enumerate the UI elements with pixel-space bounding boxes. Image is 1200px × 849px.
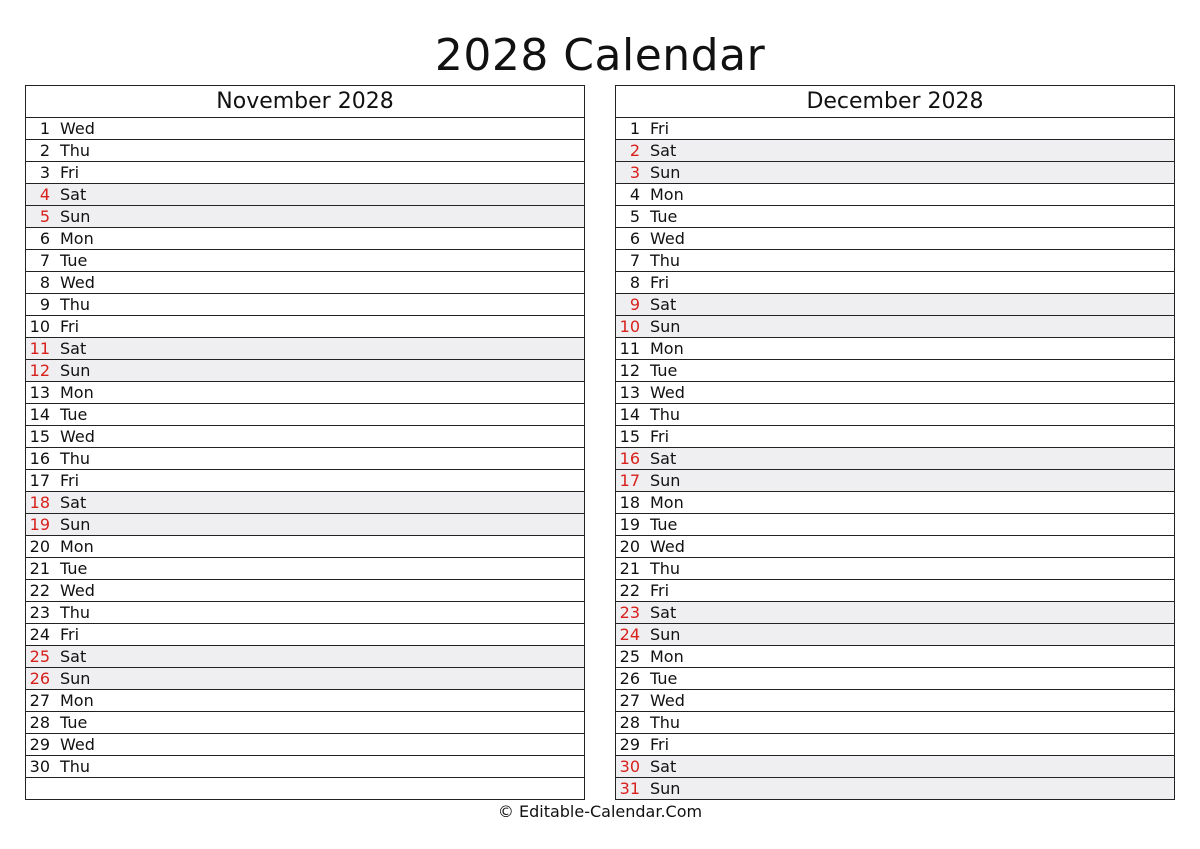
day-number: 8 xyxy=(629,273,640,292)
day-number: 20 xyxy=(29,537,50,556)
weekday-name: Fri xyxy=(60,163,80,182)
day-number: 17 xyxy=(619,471,640,490)
day-row xyxy=(26,250,584,272)
day-number: 8 xyxy=(39,273,50,292)
day-row xyxy=(616,668,1174,690)
weekday-name: Mon xyxy=(60,691,94,710)
month-table-december xyxy=(615,85,1175,800)
day-row xyxy=(616,778,1174,799)
day-number: 4 xyxy=(629,185,640,204)
weekday-name: Tue xyxy=(60,559,88,578)
day-number: 14 xyxy=(619,405,640,424)
day-number: 2 xyxy=(629,141,640,160)
day-row xyxy=(616,228,1174,250)
day-number: 24 xyxy=(619,625,640,644)
weekday-name: Wed xyxy=(650,537,685,556)
day-number: 31 xyxy=(619,779,640,798)
day-number: 27 xyxy=(619,691,640,710)
day-number: 3 xyxy=(629,163,640,182)
weekday-name: Fri xyxy=(60,471,80,490)
day-number: 5 xyxy=(39,207,50,226)
day-number: 23 xyxy=(619,603,640,622)
day-row xyxy=(616,514,1174,536)
weekday-name: Wed xyxy=(60,119,95,138)
day-row xyxy=(26,580,584,602)
day-row xyxy=(26,514,584,536)
day-number: 21 xyxy=(619,559,640,578)
day-row xyxy=(26,140,584,162)
day-row xyxy=(616,272,1174,294)
day-row xyxy=(26,536,584,558)
day-row xyxy=(26,118,584,140)
weekday-name: Thu xyxy=(60,141,91,160)
day-number: 4 xyxy=(39,185,50,204)
day-number: 17 xyxy=(29,471,50,490)
day-row xyxy=(26,338,584,360)
day-row xyxy=(616,734,1174,756)
weekday-name: Thu xyxy=(60,449,91,468)
day-row xyxy=(26,316,584,338)
day-number: 16 xyxy=(619,449,640,468)
day-number: 9 xyxy=(629,295,640,314)
day-number: 13 xyxy=(29,383,50,402)
day-rows xyxy=(616,118,1174,799)
day-row xyxy=(26,492,584,514)
weekday-name: Mon xyxy=(650,647,684,666)
day-number: 1 xyxy=(39,119,50,138)
weekday-name: Sat xyxy=(650,141,677,160)
weekday-name: Sun xyxy=(60,207,91,226)
weekday-name: Mon xyxy=(650,339,684,358)
weekday-name: Fri xyxy=(650,119,670,138)
day-row xyxy=(616,470,1174,492)
weekday-name: Sun xyxy=(60,361,91,380)
weekday-name: Sun xyxy=(60,669,91,688)
day-number: 22 xyxy=(619,581,640,600)
day-number: 11 xyxy=(619,339,640,358)
weekday-name: Tue xyxy=(60,713,88,732)
day-number: 24 xyxy=(29,625,50,644)
day-number: 21 xyxy=(29,559,50,578)
day-row xyxy=(26,382,584,404)
day-number: 28 xyxy=(29,713,50,732)
day-row xyxy=(26,206,584,228)
day-number: 10 xyxy=(619,317,640,336)
day-row xyxy=(616,624,1174,646)
weekday-name: Mon xyxy=(60,537,94,556)
weekday-name: Sat xyxy=(60,339,87,358)
weekday-name: Sat xyxy=(650,757,677,776)
weekday-name: Mon xyxy=(650,185,684,204)
day-number: 19 xyxy=(619,515,640,534)
day-row xyxy=(616,382,1174,404)
weekday-name: Mon xyxy=(60,383,94,402)
day-row xyxy=(26,426,584,448)
day-number: 30 xyxy=(29,757,50,776)
weekday-name: Thu xyxy=(650,251,681,270)
day-number: 30 xyxy=(619,757,640,776)
weekday-name: Thu xyxy=(650,713,681,732)
day-row xyxy=(616,580,1174,602)
day-row xyxy=(26,690,584,712)
day-row xyxy=(26,404,584,426)
day-row xyxy=(616,184,1174,206)
day-number: 15 xyxy=(29,427,50,446)
copyright-footer: © Editable-Calendar.Com xyxy=(497,802,703,821)
day-row xyxy=(616,690,1174,712)
day-number: 1 xyxy=(629,119,640,138)
day-row xyxy=(26,558,584,580)
weekday-name: Thu xyxy=(650,559,681,578)
weekday-name: Fri xyxy=(650,735,670,754)
month-table-november xyxy=(25,85,585,800)
weekday-name: Tue xyxy=(650,207,678,226)
month-header: December 2028 xyxy=(616,86,1174,118)
weekday-name: Sat xyxy=(60,647,87,666)
weekday-name: Fri xyxy=(650,427,670,446)
day-row xyxy=(616,140,1174,162)
day-number: 10 xyxy=(29,317,50,336)
day-row xyxy=(616,756,1174,778)
weekday-name: Sat xyxy=(60,493,87,512)
day-number: 16 xyxy=(29,449,50,468)
weekday-name: Sun xyxy=(60,515,91,534)
day-row xyxy=(26,646,584,668)
day-number: 5 xyxy=(629,207,640,226)
day-number: 12 xyxy=(29,361,50,380)
weekday-name: Fri xyxy=(650,581,670,600)
weekday-name: Wed xyxy=(60,427,95,446)
weekday-name: Mon xyxy=(650,493,684,512)
weekday-name: Sat xyxy=(650,295,677,314)
day-number: 3 xyxy=(39,163,50,182)
day-row xyxy=(26,272,584,294)
day-row xyxy=(26,184,584,206)
day-row xyxy=(26,228,584,250)
day-row xyxy=(616,206,1174,228)
day-row xyxy=(616,316,1174,338)
day-number: 7 xyxy=(39,251,50,270)
day-number: 18 xyxy=(29,493,50,512)
day-row xyxy=(616,492,1174,514)
weekday-name: Tue xyxy=(60,405,88,424)
day-number: 2 xyxy=(39,141,50,160)
weekday-name: Fri xyxy=(60,625,80,644)
weekday-name: Wed xyxy=(60,581,95,600)
weekday-name: Tue xyxy=(650,515,678,534)
weekday-name: Thu xyxy=(650,405,681,424)
day-row xyxy=(26,668,584,690)
weekday-name: Sat xyxy=(60,185,87,204)
weekday-name: Sun xyxy=(650,625,681,644)
day-number: 23 xyxy=(29,603,50,622)
day-row xyxy=(616,338,1174,360)
day-row xyxy=(616,404,1174,426)
day-number: 26 xyxy=(619,669,640,688)
day-row xyxy=(616,426,1174,448)
day-row xyxy=(26,294,584,316)
day-row xyxy=(616,118,1174,140)
day-number: 29 xyxy=(619,735,640,754)
weekday-name: Fri xyxy=(650,273,670,292)
page-title: 2028 Calendar xyxy=(434,30,766,81)
day-row xyxy=(616,448,1174,470)
day-number: 6 xyxy=(629,229,640,248)
weekday-name: Sat xyxy=(650,449,677,468)
day-number: 25 xyxy=(29,647,50,666)
day-number: 19 xyxy=(29,515,50,534)
weekday-name: Sat xyxy=(650,603,677,622)
weekday-name: Thu xyxy=(60,295,91,314)
weekday-name: Sun xyxy=(650,163,681,182)
day-row xyxy=(616,360,1174,382)
weekday-name: Sun xyxy=(650,471,681,490)
weekday-name: Wed xyxy=(60,735,95,754)
day-row xyxy=(616,250,1174,272)
day-number: 14 xyxy=(29,405,50,424)
day-row xyxy=(616,162,1174,184)
month-header: November 2028 xyxy=(26,86,584,118)
weekday-name: Sun xyxy=(650,779,681,798)
day-row xyxy=(616,558,1174,580)
day-number: 20 xyxy=(619,537,640,556)
day-rows xyxy=(26,118,584,799)
day-number: 27 xyxy=(29,691,50,710)
day-number: 29 xyxy=(29,735,50,754)
day-number: 18 xyxy=(619,493,640,512)
weekday-name: Tue xyxy=(60,251,88,270)
weekday-name: Thu xyxy=(60,603,91,622)
day-row xyxy=(616,294,1174,316)
weekday-name: Wed xyxy=(60,273,95,292)
day-row xyxy=(26,470,584,492)
weekday-name: Sun xyxy=(650,317,681,336)
day-row xyxy=(616,646,1174,668)
day-row xyxy=(616,712,1174,734)
day-row xyxy=(26,734,584,756)
weekday-name: Wed xyxy=(650,229,685,248)
day-number: 7 xyxy=(629,251,640,270)
weekday-name: Wed xyxy=(650,383,685,402)
day-row xyxy=(26,360,584,382)
day-row xyxy=(616,602,1174,624)
day-row xyxy=(616,536,1174,558)
day-row xyxy=(26,448,584,470)
day-number: 12 xyxy=(619,361,640,380)
day-row xyxy=(26,624,584,646)
day-number: 6 xyxy=(39,229,50,248)
day-number: 13 xyxy=(619,383,640,402)
day-row xyxy=(26,602,584,624)
day-number: 9 xyxy=(39,295,50,314)
weekday-name: Thu xyxy=(60,757,91,776)
day-row xyxy=(26,162,584,184)
empty-row xyxy=(26,778,584,799)
day-row xyxy=(26,756,584,778)
day-number: 11 xyxy=(29,339,50,358)
day-number: 26 xyxy=(29,669,50,688)
day-number: 28 xyxy=(619,713,640,732)
weekday-name: Tue xyxy=(650,361,678,380)
day-number: 15 xyxy=(619,427,640,446)
day-number: 22 xyxy=(29,581,50,600)
weekday-name: Mon xyxy=(60,229,94,248)
weekday-name: Tue xyxy=(650,669,678,688)
weekday-name: Fri xyxy=(60,317,80,336)
day-row xyxy=(26,712,584,734)
weekday-name: Wed xyxy=(650,691,685,710)
day-number: 25 xyxy=(619,647,640,666)
